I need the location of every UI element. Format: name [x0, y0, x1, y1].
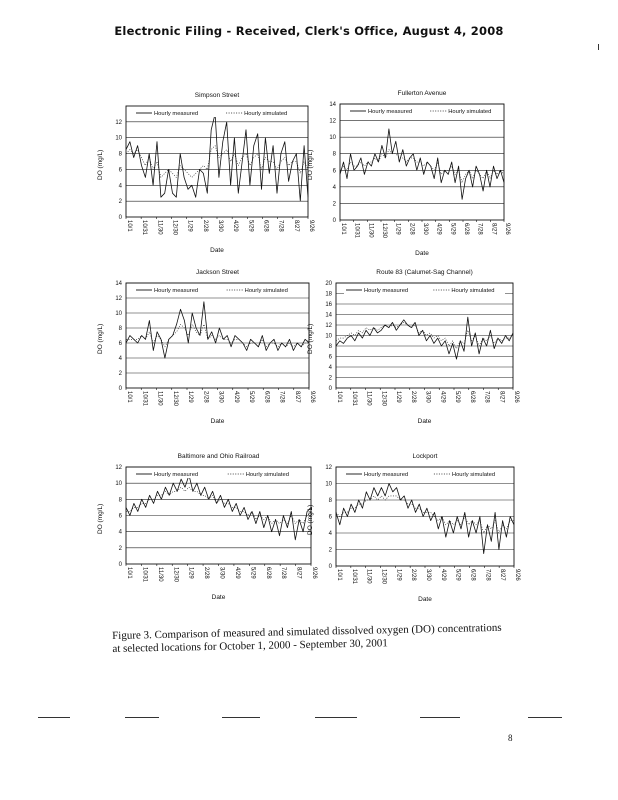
x-tick-label: 10/31 [350, 569, 357, 585]
x-tick-label: 12/30 [380, 569, 387, 585]
y-tick-label: 0 [328, 564, 332, 570]
y-tick-label: 6 [332, 168, 336, 175]
plot-frame [126, 106, 308, 217]
x-tick-label: 10/31 [353, 223, 360, 239]
y-tick-label: 12 [325, 323, 332, 329]
y-axis-label: DO (mg/L) [97, 323, 104, 354]
x-tick-label: 5/29 [248, 391, 254, 403]
scan-artifact [420, 717, 460, 718]
x-tick-label: 6/28 [469, 569, 476, 581]
x-tick-label: 10/1 [336, 391, 342, 403]
y-tick-label: 6 [328, 514, 332, 521]
x-tick-label: 7/28 [280, 567, 287, 579]
x-tick-label: 4/29 [232, 220, 239, 232]
y-tick-label: 12 [325, 465, 332, 471]
figure-caption [112, 621, 532, 656]
series-measured-line [126, 302, 309, 358]
x-tick-label: 8/27 [295, 567, 302, 579]
x-axis-label: Date [210, 418, 225, 425]
y-tick-label: 4 [118, 183, 122, 190]
chart-panel [95, 448, 315, 606]
x-tick-label: 6/28 [463, 223, 469, 235]
x-tick-label: 6/28 [264, 567, 271, 579]
y-tick-label: 10 [325, 333, 332, 340]
x-tick-label: 7/28 [278, 391, 285, 403]
scan-artifact [598, 44, 599, 50]
x-tick-label: 10/1 [126, 567, 132, 579]
x-tick-label: 3/30 [424, 391, 431, 403]
x-tick-label: 8/27 [490, 223, 497, 235]
x-tick-label: 10/1 [126, 220, 132, 232]
chart-title: Simpson Street [194, 92, 240, 99]
x-tick-label: 9/26 [308, 220, 314, 232]
y-tick-label: 8 [328, 498, 332, 504]
y-tick-label: 10 [325, 481, 332, 488]
x-axis-label: Date [211, 594, 226, 601]
chart-canvas [305, 86, 525, 239]
x-tick-label: 5/29 [247, 220, 254, 232]
chart-title: Fullerton Avenue [397, 90, 447, 97]
y-tick-label: 6 [118, 167, 122, 174]
chart-canvas [95, 265, 315, 443]
legend-label-simulated: Hourly simulated [245, 472, 289, 478]
y-tick-label: 14 [325, 312, 332, 319]
x-tick-label: 1/29 [395, 569, 402, 581]
y-tick-label: 2 [328, 375, 332, 382]
x-tick-label: 10/31 [350, 391, 357, 407]
scan-artifact [315, 717, 357, 718]
y-tick-label: 12 [115, 296, 122, 302]
x-tick-label: 10/31 [141, 220, 148, 236]
x-tick-label: 1/29 [395, 391, 401, 403]
y-tick-label: 2 [332, 201, 336, 208]
y-tick-label: 2 [118, 199, 122, 206]
y-tick-label: 4 [332, 184, 336, 191]
series-measured-line [336, 484, 514, 554]
legend-label-measured: Hourly measured [368, 109, 413, 115]
y-tick-label: 8 [118, 326, 122, 332]
y-tick-label: 4 [118, 356, 122, 362]
x-tick-label: 8/27 [499, 569, 506, 581]
y-axis-label: DO (mg/L) [97, 503, 104, 534]
x-tick-label: 12/30 [380, 391, 387, 407]
series-measured-line [336, 317, 513, 359]
x-tick-label: 4/29 [233, 567, 240, 579]
y-tick-label: 12 [115, 119, 122, 126]
x-tick-label: 10/1 [336, 569, 342, 581]
x-tick-label: 6/28 [468, 391, 475, 403]
chart-canvas [305, 448, 525, 606]
y-tick-label: 8 [118, 497, 122, 504]
legend-label-simulated: Hourly simulated [244, 288, 288, 294]
x-tick-label: 6/28 [262, 220, 269, 232]
chart-panel [95, 265, 315, 443]
x-axis-label: Date [417, 418, 432, 425]
y-axis-label: DO (mg/L) [307, 149, 314, 180]
y-tick-label: 4 [328, 365, 332, 371]
y-tick-label: 8 [328, 344, 332, 350]
legend-label-simulated: Hourly simulated [451, 472, 496, 478]
x-tick-label: 1/29 [394, 223, 401, 235]
chart-panel [95, 88, 315, 254]
x-tick-label: 9/26 [311, 567, 317, 579]
y-tick-label: 0 [332, 218, 336, 224]
x-tick-label: 7/28 [484, 569, 491, 581]
y-axis-label: DO (mg/L) [97, 149, 104, 180]
y-tick-label: 14 [329, 102, 336, 108]
x-tick-label: 12/30 [171, 220, 178, 236]
legend-label-measured: Hourly measured [364, 288, 409, 294]
scan-artifact [528, 717, 562, 718]
x-tick-label: 4/29 [232, 391, 239, 403]
y-tick-label: 18 [325, 291, 332, 298]
x-tick-label: 3/30 [422, 223, 428, 235]
y-tick-label: 0 [328, 386, 332, 392]
x-tick-label: 5/29 [454, 569, 461, 581]
y-tick-label: 12 [115, 465, 122, 471]
series-measured-line [126, 475, 311, 540]
legend-label-measured: Hourly measured [154, 472, 199, 478]
y-tick-label: 6 [118, 341, 122, 347]
y-tick-label: 12 [329, 118, 336, 125]
x-tick-label: 3/30 [425, 569, 431, 581]
x-tick-label: 2/28 [202, 391, 209, 403]
x-tick-label: 7/28 [483, 391, 490, 403]
page-number: 8 [508, 733, 513, 743]
x-tick-label: 11/30 [156, 220, 163, 235]
y-tick-label: 8 [332, 151, 336, 158]
filing-header: Electronic Filing - Received, Clerk's Office, August 4, 2008 [114, 24, 504, 38]
x-tick-label: 9/26 [309, 391, 315, 403]
y-tick-label: 20 [325, 281, 332, 287]
x-tick-label: 9/26 [514, 569, 520, 581]
x-tick-label: 4/29 [435, 223, 442, 235]
x-tick-label: 3/30 [217, 220, 223, 232]
chart-title: Lockport [412, 453, 438, 460]
x-tick-label: 2/28 [409, 391, 416, 403]
chart-title: Baltimore and Ohio Railroad [177, 453, 260, 460]
y-tick-label: 0 [118, 215, 122, 221]
chart-panel [305, 448, 525, 606]
x-tick-label: 4/29 [439, 569, 446, 581]
legend-label-measured: Hourly measured [154, 288, 199, 294]
x-tick-label: 12/30 [171, 391, 178, 407]
x-tick-label: 11/30 [156, 391, 163, 406]
plot-frame [340, 104, 504, 220]
x-tick-label: 8/27 [293, 391, 300, 403]
y-axis-label: DO (mg/L) [307, 504, 314, 535]
x-tick-label: 11/30 [367, 223, 374, 238]
y-tick-label: 10 [115, 311, 122, 317]
series-measured-line [126, 114, 308, 201]
x-tick-label: 11/30 [156, 567, 163, 582]
x-tick-label: 2/28 [203, 567, 210, 579]
x-axis-label: Date [418, 596, 432, 603]
x-tick-label: 12/30 [381, 223, 387, 239]
series-measured-line [340, 129, 504, 199]
x-tick-label: 8/27 [292, 220, 299, 232]
x-tick-label: 10/31 [141, 567, 148, 583]
x-axis-label: Date [415, 250, 429, 257]
y-tick-label: 14 [115, 281, 122, 287]
x-tick-label: 3/30 [217, 391, 224, 403]
y-tick-label: 16 [325, 302, 332, 308]
x-tick-label: 9/26 [504, 223, 510, 235]
x-tick-label: 4/29 [439, 391, 446, 403]
x-tick-label: 2/28 [410, 569, 417, 581]
x-tick-label: 8/27 [498, 391, 505, 403]
x-tick-label: 7/28 [476, 223, 483, 235]
y-tick-label: 4 [328, 531, 332, 537]
x-tick-label: 3/30 [218, 567, 225, 579]
chart-panel [305, 265, 525, 443]
x-tick-label: 5/29 [449, 223, 456, 235]
scan-artifact [38, 717, 70, 718]
legend-label-simulated: Hourly simulated [451, 288, 495, 294]
y-tick-label: 4 [118, 529, 122, 536]
x-tick-label: 1/29 [187, 391, 193, 403]
x-tick-label: 7/28 [277, 220, 284, 232]
legend-label-simulated: Hourly simulated [448, 109, 492, 115]
y-tick-label: 6 [118, 513, 122, 520]
x-tick-label: 5/29 [249, 567, 256, 579]
x-axis-label: Date [210, 247, 224, 254]
y-axis-label: DO (mg/L) [307, 323, 314, 354]
x-tick-label: 5/29 [454, 391, 460, 403]
x-tick-label: 2/28 [408, 223, 415, 235]
x-tick-label: 11/30 [365, 569, 372, 584]
chart-canvas [95, 88, 315, 236]
x-tick-label: 6/28 [263, 391, 270, 403]
legend-label-measured: Hourly measured [364, 472, 409, 478]
y-tick-label: 10 [329, 135, 336, 142]
scan-artifact [125, 717, 159, 718]
y-tick-label: 2 [118, 371, 122, 377]
chart-title: Route 83 (Calumet-Sag Channel) [376, 269, 473, 276]
x-tick-label: 10/1 [340, 223, 346, 235]
y-tick-label: 0 [118, 386, 122, 392]
chart-canvas [305, 265, 525, 443]
x-tick-label: 10/1 [126, 391, 132, 403]
y-tick-label: 2 [118, 545, 122, 552]
legend-label-simulated: Hourly simulated [244, 111, 288, 117]
x-tick-label: 10/31 [141, 391, 148, 407]
x-tick-label: 2/28 [201, 220, 208, 232]
x-tick-label: 1/29 [187, 567, 194, 579]
scan-artifact [222, 717, 260, 718]
chart-panel [305, 86, 525, 257]
y-tick-label: 10 [115, 481, 122, 488]
y-tick-label: 6 [328, 354, 332, 361]
x-tick-label: 12/30 [172, 567, 179, 583]
caption-line-1: Figure 3. Comparison of measured and simulated dissolved oxygen (DO) concentrations [112, 621, 502, 642]
caption-line-2: at selected locations for October 1, 2000 - September 30, 2001 [112, 637, 389, 655]
chart-title: Jackson Street [196, 269, 239, 276]
x-tick-label: 11/30 [365, 391, 372, 406]
legend-label-measured: Hourly measured [154, 111, 199, 117]
y-tick-label: 0 [118, 562, 122, 568]
chart-canvas [95, 448, 315, 606]
x-tick-label: 1/29 [186, 220, 193, 232]
x-tick-label: 9/26 [513, 391, 519, 403]
y-tick-label: 2 [328, 547, 332, 554]
y-tick-label: 10 [115, 135, 122, 142]
y-tick-label: 8 [118, 151, 122, 158]
